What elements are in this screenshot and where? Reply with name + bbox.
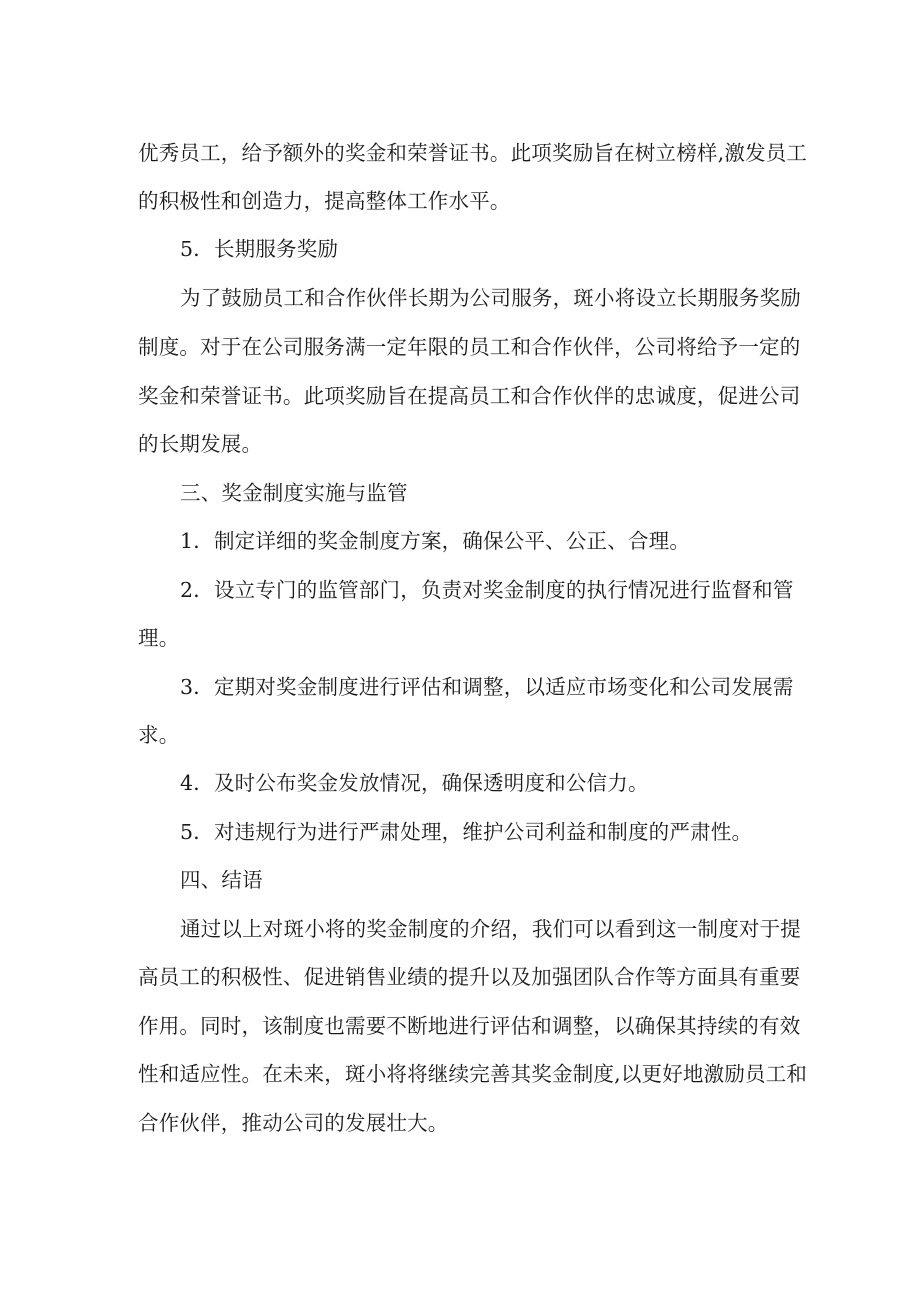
text-line: 的积极性和创造力，提高整体工作水平。 xyxy=(138,189,511,213)
section-heading: 四、结语 xyxy=(180,868,263,892)
text-line: 合作伙伴，推动公司的发展壮大。 xyxy=(138,1111,449,1135)
list-item: 4．及时公布奖金发放情况，确保透明度和公信力。 xyxy=(180,771,649,795)
text-line: 理。 xyxy=(138,626,180,650)
text-line: 优秀员工，给予额外的奖金和荣誉证书。此项奖励旨在树立榜样,激发员工 xyxy=(138,141,808,165)
text-line: 高员工的积极性、促进销售业绩的提升以及加强团队合作等方面具有重要 xyxy=(138,965,801,989)
text-line: 求。 xyxy=(138,723,180,747)
section-subheading: 5．长期服务奖励 xyxy=(180,237,339,261)
text-line: 通过以上对斑小将的奖金制度的介绍，我们可以看到这一制度对于提 xyxy=(180,917,801,941)
list-item: 5．对违规行为进行严肃处理，维护公司利益和制度的严肃性。 xyxy=(180,820,753,844)
list-item: 3．定期对奖金制度进行评估和调整，以适应市场变化和公司发展需 xyxy=(180,675,794,699)
text-line: 奖金和荣誉证书。此项奖励旨在提高员工和合作伙伴的忠诚度，促进公司 xyxy=(138,384,801,408)
text-line: 为了鼓励员工和合作伙伴长期为公司服务，斑小将设立长期服务奖励 xyxy=(180,286,801,310)
text-line: 的长期发展。 xyxy=(138,432,263,456)
list-item: 1．制定详细的奖金制度方案，确保公平、公正、合理。 xyxy=(180,529,691,553)
text-line: 制度。对于在公司服务满一定年限的员工和合作伙伴，公司将给予一定的 xyxy=(138,335,801,359)
text-line: 性和适应性。在未来，斑小将将继续完善其奖金制度,以更好地激励员工和 xyxy=(138,1062,808,1086)
list-item: 2．设立专门的监管部门，负责对奖金制度的执行情况进行监督和管 xyxy=(180,578,794,602)
text-line: 作用。同时，该制度也需要不断地进行评估和调整，以确保其持续的有效 xyxy=(138,1014,801,1038)
section-heading: 三、奖金制度实施与监管 xyxy=(180,481,408,505)
